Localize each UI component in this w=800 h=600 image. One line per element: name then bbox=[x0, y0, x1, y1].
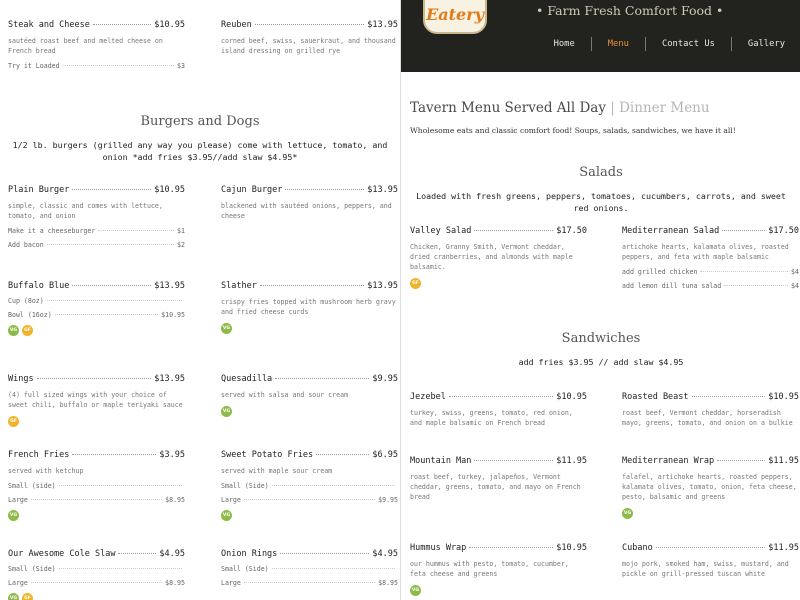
menu-item-row bbox=[221, 374, 398, 384]
menu-item-option bbox=[8, 311, 185, 319]
menu-item-price: $10.95 bbox=[556, 392, 587, 402]
menu-item-option bbox=[8, 297, 185, 305]
option-label: add lemon dill tuna salad bbox=[622, 282, 722, 290]
eatery-logo[interactable]: Eatery bbox=[423, 0, 487, 34]
menu-item-cajun-burger bbox=[221, 185, 398, 221]
menu-item-price: $4.95 bbox=[159, 549, 185, 559]
menu-item-row bbox=[622, 226, 799, 236]
menu-item-option bbox=[221, 496, 398, 504]
dietary-badges bbox=[622, 508, 799, 519]
menu-item-name: Wings bbox=[8, 374, 34, 384]
menu-item-option bbox=[8, 565, 185, 573]
dot-leader bbox=[31, 582, 162, 583]
menu-item-option bbox=[622, 282, 799, 290]
vegetarian-badge-icon: VG bbox=[221, 323, 232, 334]
dot-leader bbox=[722, 230, 765, 231]
vegetarian-badge-icon: VG bbox=[622, 508, 633, 519]
menu-item-row bbox=[8, 450, 185, 460]
dot-leader bbox=[469, 547, 553, 548]
dietary-badges bbox=[221, 323, 398, 334]
dot-leader bbox=[72, 454, 156, 455]
option-label: Large bbox=[8, 579, 28, 587]
dot-leader bbox=[692, 396, 766, 397]
menu-item-row bbox=[8, 549, 185, 559]
menu-item-price: $11.95 bbox=[768, 456, 799, 466]
menu-item-option bbox=[221, 565, 398, 573]
menu-item-name: French Fries bbox=[8, 450, 70, 460]
menu-item-name: Plain Burger bbox=[8, 185, 70, 195]
menu-item-description: roast beef, Vermont cheddar, horseradish mayo, greens, tomato, and onion on a bulkie bbox=[622, 409, 793, 427]
menu-item-name: Jezebel bbox=[410, 392, 446, 402]
menu-item-row bbox=[410, 456, 587, 466]
menu-item-price: $10.95 bbox=[154, 185, 185, 195]
dot-leader bbox=[55, 314, 159, 315]
dietary-badges bbox=[221, 406, 398, 417]
menu-item-price: $4.95 bbox=[372, 549, 398, 559]
dot-leader bbox=[244, 582, 375, 583]
vegetarian-badge-icon: VG bbox=[221, 510, 232, 521]
menu-item-description: (4) full sized wings with your choice of sweet chili, buffalo or maple teriyaki sauce bbox=[8, 391, 183, 409]
dietary-badges bbox=[8, 325, 185, 336]
menu-item-name: Our Awesome Cole Slaw bbox=[8, 549, 116, 559]
dot-leader bbox=[93, 24, 151, 25]
menu-item-price: $11.95 bbox=[556, 456, 587, 466]
option-label: Large bbox=[221, 496, 241, 504]
dot-leader bbox=[59, 485, 182, 486]
vegetarian-badge-icon: VG bbox=[8, 325, 19, 336]
dietary-badges bbox=[410, 278, 587, 289]
menu-item-valley-salad bbox=[410, 226, 587, 289]
menu-item-option bbox=[8, 482, 185, 490]
dot-leader bbox=[474, 460, 553, 461]
menu-item-row bbox=[622, 456, 799, 466]
option-price: $1 bbox=[177, 227, 185, 235]
dietary-badges bbox=[8, 510, 185, 521]
menu-item-row bbox=[622, 543, 799, 553]
option-price: $8.95 bbox=[165, 496, 185, 504]
dot-leader bbox=[244, 499, 375, 500]
option-label: Small (Side) bbox=[221, 482, 269, 490]
menu-item-onion-rings bbox=[221, 549, 398, 587]
option-label: Cup (8oz) bbox=[8, 297, 44, 305]
menu-item-price: $13.95 bbox=[154, 281, 185, 291]
menu-item-description: served with salsa and sour cream bbox=[221, 391, 349, 399]
menu-item-row bbox=[221, 185, 398, 195]
dot-leader bbox=[316, 454, 369, 455]
dinner-menu-link[interactable]: Dinner Menu bbox=[619, 100, 710, 116]
option-price: $10.95 bbox=[161, 311, 185, 319]
nav-home[interactable]: Home bbox=[538, 37, 592, 51]
option-label: Small (side) bbox=[8, 482, 56, 490]
dot-leader bbox=[47, 300, 182, 301]
menu-item-description: artichoke hearts, kalamata olives, roasted peppers, and feta with maple balsamic bbox=[622, 243, 789, 261]
dot-leader bbox=[72, 189, 151, 190]
menu-item-price: $13.95 bbox=[367, 185, 398, 195]
option-price: $4 bbox=[791, 282, 799, 290]
menu-item-price: $17.50 bbox=[768, 226, 799, 236]
menu-item-name: Quesadilla bbox=[221, 374, 273, 384]
menu-item-description: turkey, swiss, greens, tomato, red onion, and maple balsamic on French bread bbox=[410, 409, 573, 427]
dot-leader bbox=[255, 24, 365, 25]
dot-leader bbox=[724, 285, 788, 286]
menu-item-name: Cajun Burger bbox=[221, 185, 283, 195]
option-price: $9.95 bbox=[378, 496, 398, 504]
vegetarian-badge-icon: VG bbox=[8, 593, 19, 600]
dietary-badges bbox=[8, 416, 185, 427]
site-header bbox=[401, 0, 800, 72]
menu-item-price: $3.95 bbox=[159, 450, 185, 460]
menu-item-option bbox=[221, 482, 398, 490]
dot-leader bbox=[272, 568, 395, 569]
menu-item-slather bbox=[221, 281, 398, 334]
menu-item-name: Mediterranean Salad bbox=[622, 226, 720, 236]
dot-leader bbox=[47, 244, 174, 245]
menu-item-name: Roasted Beast bbox=[622, 392, 689, 402]
menu-item-description: served with ketchup bbox=[8, 467, 84, 475]
page-heading bbox=[410, 100, 710, 116]
dietary-badges bbox=[221, 510, 398, 521]
heading-separator: | bbox=[605, 100, 620, 116]
section-subtitle-salads: Loaded with fresh greens, peppers, tomatoes, cucumbers, carrots, and sweet red onions. bbox=[416, 191, 786, 213]
option-price: $2 bbox=[177, 241, 185, 249]
option-label: add grilled chicken bbox=[622, 268, 698, 276]
menu-item-description: falafel, artichoke hearts, roasted peppers, kalamata olives, tomato, onion, feta cheese, pesto, balsamic and greens bbox=[622, 473, 797, 501]
menu-item-row bbox=[221, 20, 398, 30]
option-label: Make it a cheeseburger bbox=[8, 227, 96, 235]
option-label: Small (Side) bbox=[8, 565, 56, 573]
menu-item-description: sautéed roast beef and melted cheese on French bread bbox=[8, 37, 163, 55]
menu-item-buffalo-blue bbox=[8, 281, 185, 336]
gluten-free-badge-icon: GF bbox=[8, 416, 19, 427]
option-label: Small (Side) bbox=[221, 565, 269, 573]
menu-item-row bbox=[622, 392, 799, 402]
dot-leader bbox=[31, 499, 162, 500]
option-price: $8.95 bbox=[165, 579, 185, 587]
menu-item-row bbox=[8, 281, 185, 291]
section-title-burgers: Burgers and Dogs bbox=[140, 114, 260, 129]
option-price: $4 bbox=[791, 268, 799, 276]
menu-item-description: served with maple sour cream bbox=[221, 467, 333, 475]
menu-item-price: $17.50 bbox=[556, 226, 587, 236]
menu-item-roasted-beast bbox=[622, 392, 799, 428]
option-price: $3 bbox=[177, 62, 185, 70]
menu-item-plain-burger bbox=[8, 185, 185, 249]
menu-item-cubano bbox=[622, 543, 799, 579]
menu-item-our-awesome-cole-slaw bbox=[8, 549, 185, 600]
section-subtitle-burgers: 1/2 lb. burgers (grilled any way you please) come with lettuce, tomato, and onion *add fries $3.95//add slaw $4.95* bbox=[12, 140, 388, 162]
menu-item-row bbox=[410, 392, 587, 402]
menu-item-name: Slather bbox=[221, 281, 257, 291]
menu-item-row bbox=[221, 549, 398, 559]
dot-leader bbox=[700, 271, 788, 272]
menu-item-name: Reuben bbox=[221, 20, 252, 30]
dot-leader bbox=[717, 460, 765, 461]
menu-item-option bbox=[8, 241, 185, 249]
menu-item-name: Hummus Wrap bbox=[410, 543, 467, 553]
section-title-sandwiches: Sandwiches bbox=[561, 331, 641, 346]
menu-intro: Wholesome eats and classic comfort food! Soups, salads, sandwiches, we have it all! bbox=[410, 126, 736, 135]
option-label: Large bbox=[8, 496, 28, 504]
nav-gallery[interactable]: Gallery bbox=[747, 39, 785, 49]
vegetarian-badge-icon: VG bbox=[221, 406, 232, 417]
dot-leader bbox=[656, 547, 766, 548]
menu-item-option bbox=[8, 227, 185, 235]
page-title: Tavern Menu Served All Day bbox=[410, 100, 606, 116]
dot-leader bbox=[72, 285, 151, 286]
menu-item-row bbox=[8, 374, 185, 384]
menu-item-french-fries bbox=[8, 450, 185, 521]
menu-item-reuben bbox=[221, 20, 398, 56]
section-title-salads: Salads bbox=[579, 165, 623, 180]
menu-item-description: blackened with sautéed onions, peppers, and cheese bbox=[221, 202, 392, 220]
menu-item-description: crispy fries topped with mushroom herb gravy and fried cheese curds bbox=[221, 298, 396, 316]
nav-contact-us[interactable]: Contact Us bbox=[646, 37, 732, 51]
menu-item-name: Valley Salad bbox=[410, 226, 472, 236]
menu-item-description: mojo pork, smoked ham, swiss, mustard, and pickle on grill-pressed tuscan white bbox=[622, 560, 789, 578]
section-subtitle-sandwiches: add fries $3.95 // add slaw $4.95 bbox=[518, 357, 684, 367]
gluten-free-badge-icon: GF bbox=[22, 325, 33, 336]
dot-leader bbox=[63, 65, 174, 66]
option-price: $8.95 bbox=[378, 579, 398, 587]
menu-item-option bbox=[8, 496, 185, 504]
menu-item-name: Sweet Potato Fries bbox=[221, 450, 314, 460]
dot-leader bbox=[449, 396, 553, 397]
menu-page-right bbox=[400, 0, 800, 600]
menu-item-name: Cubano bbox=[622, 543, 653, 553]
dot-leader bbox=[118, 553, 156, 554]
menu-item-price: $13.95 bbox=[154, 374, 185, 384]
menu-item-row bbox=[8, 185, 185, 195]
main-nav bbox=[538, 37, 800, 51]
dot-leader bbox=[37, 378, 152, 379]
option-label: Add bacon bbox=[8, 241, 44, 249]
menu-item-name: Steak and Cheese bbox=[8, 20, 90, 30]
menu-item-option bbox=[8, 579, 185, 587]
vegetarian-badge-icon: VG bbox=[8, 510, 19, 521]
dot-leader bbox=[280, 553, 369, 554]
menu-item-description: our hummus with pesto, tomato, cucumber, feta cheese and greens bbox=[410, 560, 569, 578]
menu-item-price: $13.95 bbox=[367, 281, 398, 291]
nav-menu[interactable]: Menu bbox=[592, 37, 646, 51]
menu-item-price: $13.95 bbox=[367, 20, 398, 30]
menu-item-quesadilla bbox=[221, 374, 398, 417]
menu-item-name: Mountain Man bbox=[410, 456, 472, 466]
gluten-free-badge-icon: GF bbox=[410, 278, 421, 289]
menu-item-option bbox=[622, 268, 799, 276]
menu-item-name: Buffalo Blue bbox=[8, 281, 70, 291]
option-label: Large bbox=[221, 579, 241, 587]
dot-leader bbox=[272, 485, 395, 486]
menu-item-price: $9.95 bbox=[372, 374, 398, 384]
dot-leader bbox=[59, 568, 182, 569]
menu-item-row bbox=[8, 20, 185, 30]
menu-item-option bbox=[221, 579, 398, 587]
menu-item-wings bbox=[8, 374, 185, 427]
menu-item-hummus-wrap bbox=[410, 543, 587, 596]
menu-item-price: $11.95 bbox=[768, 543, 799, 553]
menu-item-option bbox=[8, 62, 185, 70]
dietary-badges bbox=[410, 585, 587, 596]
menu-item-sweet-potato-fries bbox=[221, 450, 398, 521]
menu-item-mountain-man bbox=[410, 456, 587, 502]
option-label: Try it Loaded bbox=[8, 62, 60, 70]
menu-item-description: roast beef, turkey, jalapeños, Vermont cheddar, greens, tomato, and mayo on French bread bbox=[410, 473, 581, 501]
dot-leader bbox=[474, 230, 553, 231]
menu-item-name: Onion Rings bbox=[221, 549, 278, 559]
menu-item-description: corned beef, swiss, sauerkraut, and thousand island dressing on grilled rye bbox=[221, 37, 396, 55]
site-tagline: • Farm Fresh Comfort Food • bbox=[536, 3, 724, 18]
menu-item-price: $10.95 bbox=[556, 543, 587, 553]
option-label: Bowl (16oz) bbox=[8, 311, 52, 319]
dietary-badges bbox=[8, 593, 185, 600]
menu-item-row bbox=[410, 226, 587, 236]
dot-leader bbox=[285, 189, 364, 190]
dot-leader bbox=[260, 285, 364, 286]
menu-item-jezebel bbox=[410, 392, 587, 428]
dot-leader bbox=[275, 378, 369, 379]
menu-item-name: Mediterranean Wrap bbox=[622, 456, 715, 466]
gluten-free-badge-icon: GF bbox=[22, 593, 33, 600]
menu-item-row bbox=[221, 450, 398, 460]
menu-item-steak-and-cheese bbox=[8, 20, 185, 70]
menu-item-price: $6.95 bbox=[372, 450, 398, 460]
menu-item-description: simple, classic and comes with lettuce, tomato, and onion bbox=[8, 202, 163, 220]
vegetarian-badge-icon: VG bbox=[410, 585, 421, 596]
menu-item-description: Chicken, Granny Smith, Vermont cheddar, dried cranberries, and almonds with maple balsamic. bbox=[410, 243, 573, 271]
menu-item-price: $10.95 bbox=[768, 392, 799, 402]
dot-leader bbox=[98, 230, 174, 231]
menu-item-mediterranean-salad bbox=[622, 226, 799, 290]
menu-item-row bbox=[221, 281, 398, 291]
menu-item-mediterranean-wrap bbox=[622, 456, 799, 519]
menu-item-row bbox=[410, 543, 587, 553]
menu-item-price: $10.95 bbox=[154, 20, 185, 30]
